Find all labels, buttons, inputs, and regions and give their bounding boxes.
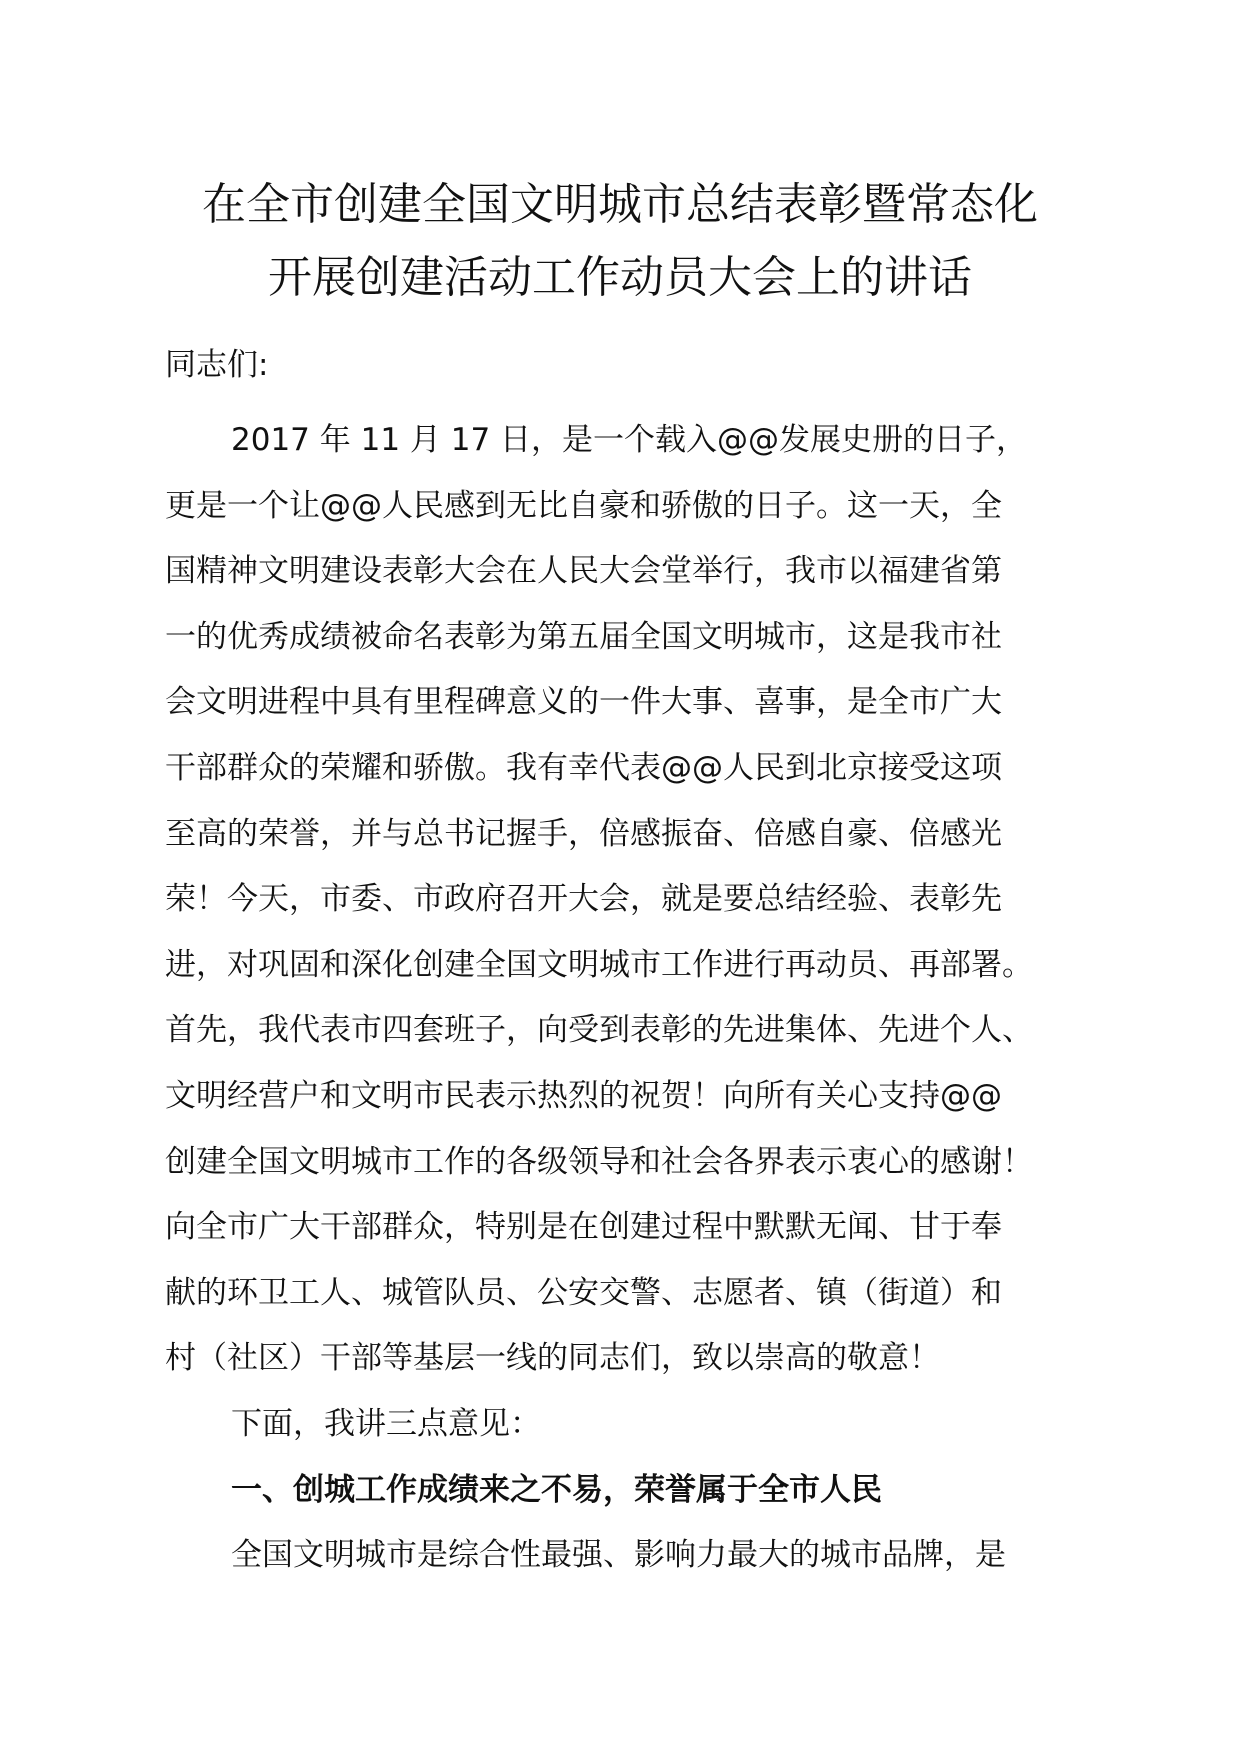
document-title xyxy=(0,168,1240,314)
paragraph-line: 会文明进程中具有里程碑意义的一件大事、喜事，是全市广大 xyxy=(165,684,1002,721)
paragraph-line: 首先，我代表市四套班子，向受到表彰的先进集体、先进个人、 xyxy=(165,1012,1033,1049)
paragraph-2: 下面，我讲三点意见： xyxy=(231,1405,541,1442)
paragraph-line: 2017 年 11 月 17 日，是一个载入@@发展史册的日子， xyxy=(231,422,1028,458)
salutation: 同志们: xyxy=(165,347,269,383)
paragraph-1 xyxy=(165,408,1095,1392)
paragraph-line: 创建全国文明城市工作的各级领导和社会各界表示衷心的感谢！ xyxy=(165,1143,1033,1180)
paragraph-line: 荣！今天，市委、市政府召开大会，就是要总结经验、表彰先 xyxy=(165,881,1002,918)
paragraph-line: 国精神文明建设表彰大会在人民大会堂举行，我市以福建省第 xyxy=(165,553,1002,590)
paragraph-line: 更是一个让@@人民感到无比自豪和骄傲的日子。这一天，全 xyxy=(165,487,1002,524)
paragraph-line: 干部群众的荣耀和骄傲。我有幸代表@@人民到北京接受这项 xyxy=(165,749,1002,786)
title-line-2: 开展创建活动工作动员大会上的讲话 xyxy=(268,252,972,303)
title-line-1: 在全市创建全国文明城市总结表彰暨常态化 xyxy=(202,179,1038,230)
paragraph-line: 村（社区）干部等基层一线的同志们，致以崇高的敬意！ xyxy=(165,1340,940,1377)
paragraph-line: 向全市广大干部群众，特别是在创建过程中默默无闻、甘于奉 xyxy=(165,1209,1002,1246)
paragraph-line: 至高的荣誉，并与总书记握手，倍感振奋、倍感自豪、倍感光 xyxy=(165,815,1002,852)
document-body xyxy=(165,345,1095,1589)
paragraph-line: 进，对巩固和深化创建全国文明城市工作进行再动员、再部署。 xyxy=(165,946,1033,983)
paragraph-line: 文明经营户和文明市民表示热烈的祝贺！向所有关心支持@@ xyxy=(165,1077,1002,1114)
paragraph-line: 献的环卫工人、城管队员、公安交警、志愿者、镇（街道）和 xyxy=(165,1274,1002,1311)
paragraph-3-line: 全国文明城市是综合性最强、影响力最大的城市品牌，是 xyxy=(231,1537,1006,1574)
paragraph-line: 一的优秀成绩被命名表彰为第五届全国文明城市，这是我市社 xyxy=(165,618,1002,655)
section-heading-1: 一、创城工作成绩来之不易，荣誉属于全市人民 xyxy=(231,1471,882,1508)
